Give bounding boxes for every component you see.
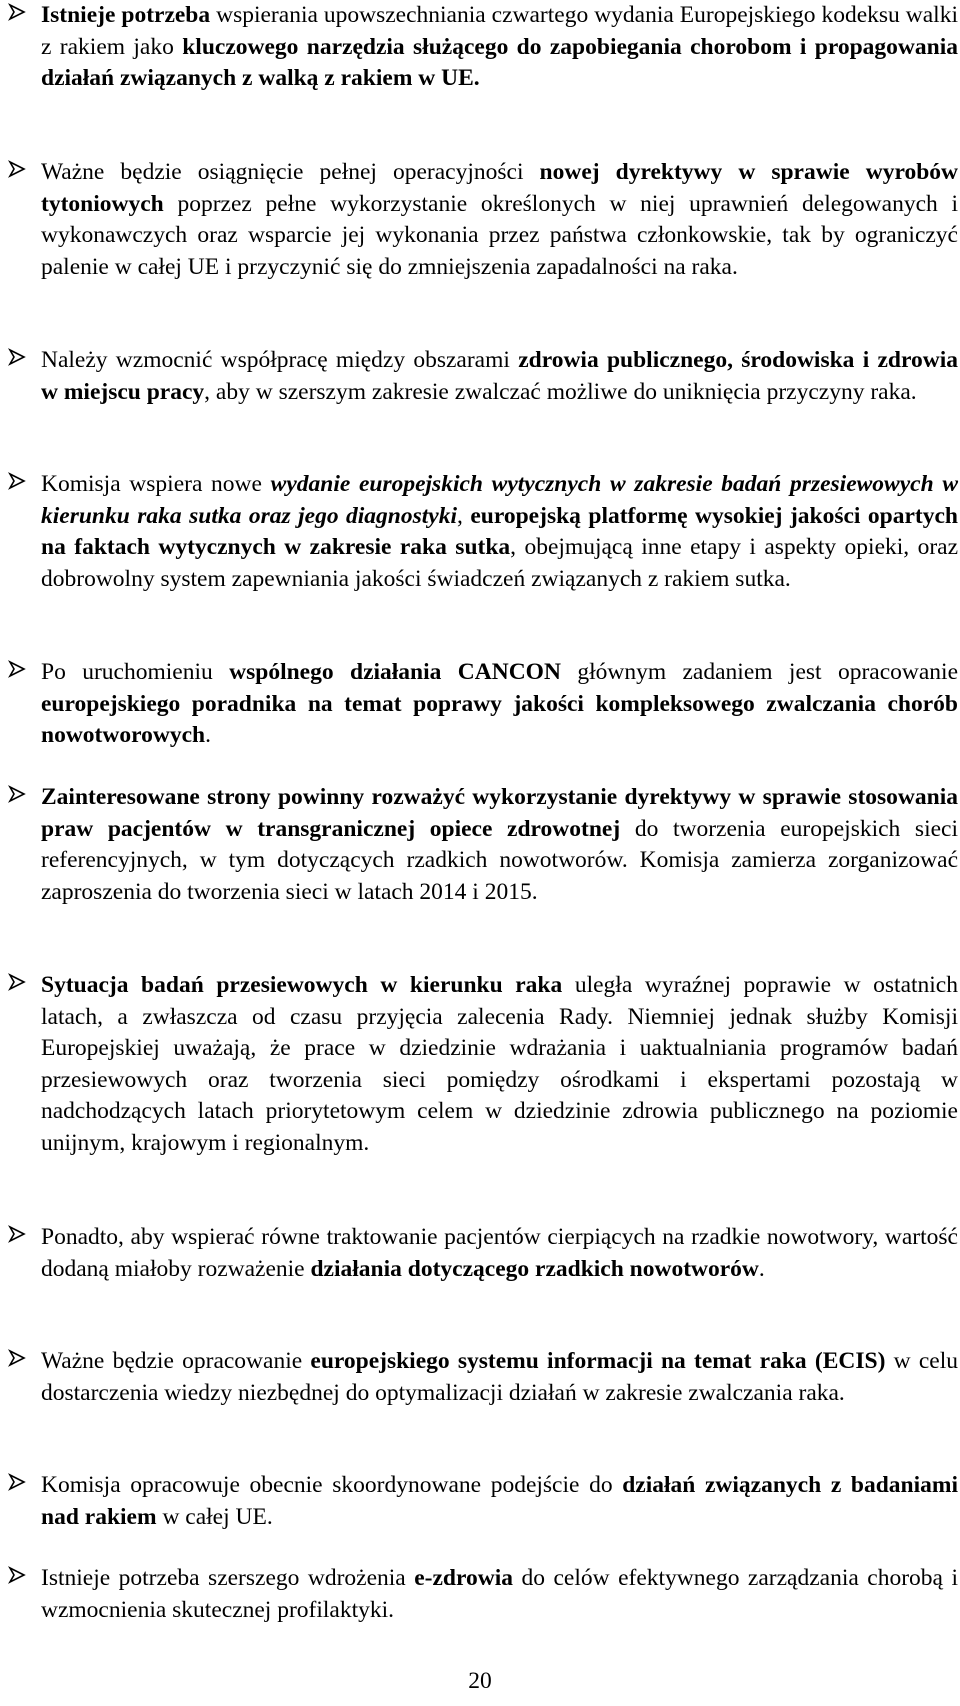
bullet-text xyxy=(41,1563,958,1626)
text-segment: Komisja opracowuje obecnie skoordynowane podejście do xyxy=(41,1472,623,1498)
arrowhead-bullet-icon xyxy=(8,973,26,991)
text-segment: Ponadto, aby wspierać równe traktowanie pacjentów cierpiących na rzadkie nowotwory, wartość dodaną miałoby rozważenie xyxy=(41,1224,958,1282)
text-segment: . xyxy=(205,722,211,748)
text-segment: poprzez pełne wykorzystanie określonych w niej uprawnień delegowanych i wykonawczych oraz wsparcie jej wykonania przez państwa członkowskie, tak by ograniczyć palenie w całej UE i przyczynić się do zmniejszenia zapadalności na raka. xyxy=(41,190,958,280)
text-segment: uległa wyraźnej poprawie w ostatnich latach, a zwłaszcza od czasu przyjęcia zalecenia Rady. Niemniej jednak służby Komisji Europejskiej uważają, że prace w dziedzinie wdrażania i uaktualniania programów badań przesiewowych oraz tworzenia sieci pomiędzy ośrodkami i ekspertami pozostają w nadchodzących latach priorytetowym celem w dziedzinie zdrowia publicznego na poziomie unijnym, krajowym i regionalnym. xyxy=(41,972,958,1156)
text-segment: do tworzenia europejskich sieci referencyjnych, w tym dotyczących rzadkich nowotworów. Komisja zamierza zorganizować zaproszenia do tworzenia sieci w latach 2014 i 2015. xyxy=(41,815,958,905)
text-segment: w celu dostarczenia wiedzy niezbędnej do optymalizacji działań w zakresie zwalczania raka. xyxy=(41,1348,958,1406)
bullet-text xyxy=(41,345,958,408)
text-segment: Istnieje potrzeba szerszego wdrożenia xyxy=(41,1565,415,1591)
bullet-text xyxy=(41,1222,958,1285)
text-segment: głównym zadaniem jest opracowanie xyxy=(560,659,958,685)
bullet-text xyxy=(41,469,958,595)
text-segment: nowej dyrektywy w sprawie wyrobów tytoniowych xyxy=(41,159,958,217)
arrowhead-bullet-icon xyxy=(8,660,26,678)
text-segment: , xyxy=(457,502,471,529)
text-segment: Ważne będzie osiągnięcie pełnej operacyjności xyxy=(41,159,540,185)
text-segment: , obejmującą inne etapy i aspekty opieki, oraz dobrowolny system zapewniania jakości świadczeń związanych z rakiem sutka. xyxy=(41,534,959,592)
text-segment: wspólnego działania CANCON xyxy=(229,659,561,685)
arrowhead-bullet-icon xyxy=(8,1349,26,1367)
bullet-text xyxy=(41,657,958,752)
arrowhead-bullet-icon xyxy=(8,1473,26,1491)
text-segment: Należy wzmocnić współpracę między obszarami xyxy=(41,347,519,373)
bullet-text xyxy=(41,970,958,1159)
text-segment: wspierania upowszechniania czwartego wydania Europejskiego kodeksu walki z rakiem jako xyxy=(41,2,958,60)
text-segment: Po uruchomieniu xyxy=(41,659,230,685)
arrowhead-bullet-icon xyxy=(8,1566,26,1584)
page-number: 20 xyxy=(468,1668,492,1694)
text-segment: Komisja wspiera nowe xyxy=(41,471,271,497)
text-segment: . xyxy=(758,1255,765,1282)
bullet-text xyxy=(41,157,958,283)
text-segment: europejskiego poradnika na temat poprawy jakości kompleksowego zwalczania chorób nowotworowych xyxy=(41,690,958,748)
bullet-text xyxy=(41,1346,958,1409)
arrowhead-bullet-icon xyxy=(8,785,26,803)
text-segment: działania dotyczącego rzadkich nowotworów xyxy=(310,1255,759,1282)
arrowhead-bullet-icon xyxy=(8,3,26,21)
text-segment: europejskiego systemu informacji na temat raka (ECIS) xyxy=(310,1348,886,1374)
text-segment: wydanie europejskich wytycznych w zakresie badań przesiewowych w kierunku raka sutka oraz jego diagnostyki xyxy=(41,471,958,529)
text-segment: w całej UE. xyxy=(156,1503,273,1530)
arrowhead-bullet-icon xyxy=(8,1225,26,1243)
text-segment: Zainteresowane strony powinny rozważyć wykorzystanie dyrektywy w sprawie stosowania praw pacjentów w transgranicznej opiece zdrowotnej xyxy=(41,784,958,842)
arrowhead-bullet-icon xyxy=(8,160,26,178)
text-segment: działań związanych z badaniami nad rakiem xyxy=(41,1472,958,1530)
text-segment: europejską platformę wysokiej jakości opartych na faktach wytycznych w zakresie raka sutka xyxy=(41,502,959,560)
bullet-text xyxy=(41,1470,958,1533)
arrowhead-bullet-icon xyxy=(8,348,26,366)
bullet-text xyxy=(41,0,958,95)
text-segment: zdrowia publicznego, środowiska i zdrowia w miejscu pracy xyxy=(41,347,958,405)
bullet-text xyxy=(41,782,958,908)
text-segment: Sytuacja badań przesiewowych w kierunku raka xyxy=(41,972,563,998)
text-segment: , aby w szerszym zakresie zwalczać możliwe do uniknięcia przyczyny raka. xyxy=(204,378,917,405)
arrowhead-bullet-icon xyxy=(8,472,26,490)
text-segment: Ważne będzie opracowanie xyxy=(41,1348,311,1374)
text-segment: do celów efektywnego zarządzania chorobą i wzmocnienia skutecznej profilaktyki. xyxy=(41,1565,958,1623)
text-segment: Istnieje potrzeba xyxy=(41,2,211,28)
text-segment: e-zdrowia xyxy=(414,1565,513,1591)
text-segment: kluczowego narzędzia służącego do zapobiegania chorobom i propagowania działań związanych z walką z rakiem w UE. xyxy=(41,33,958,91)
